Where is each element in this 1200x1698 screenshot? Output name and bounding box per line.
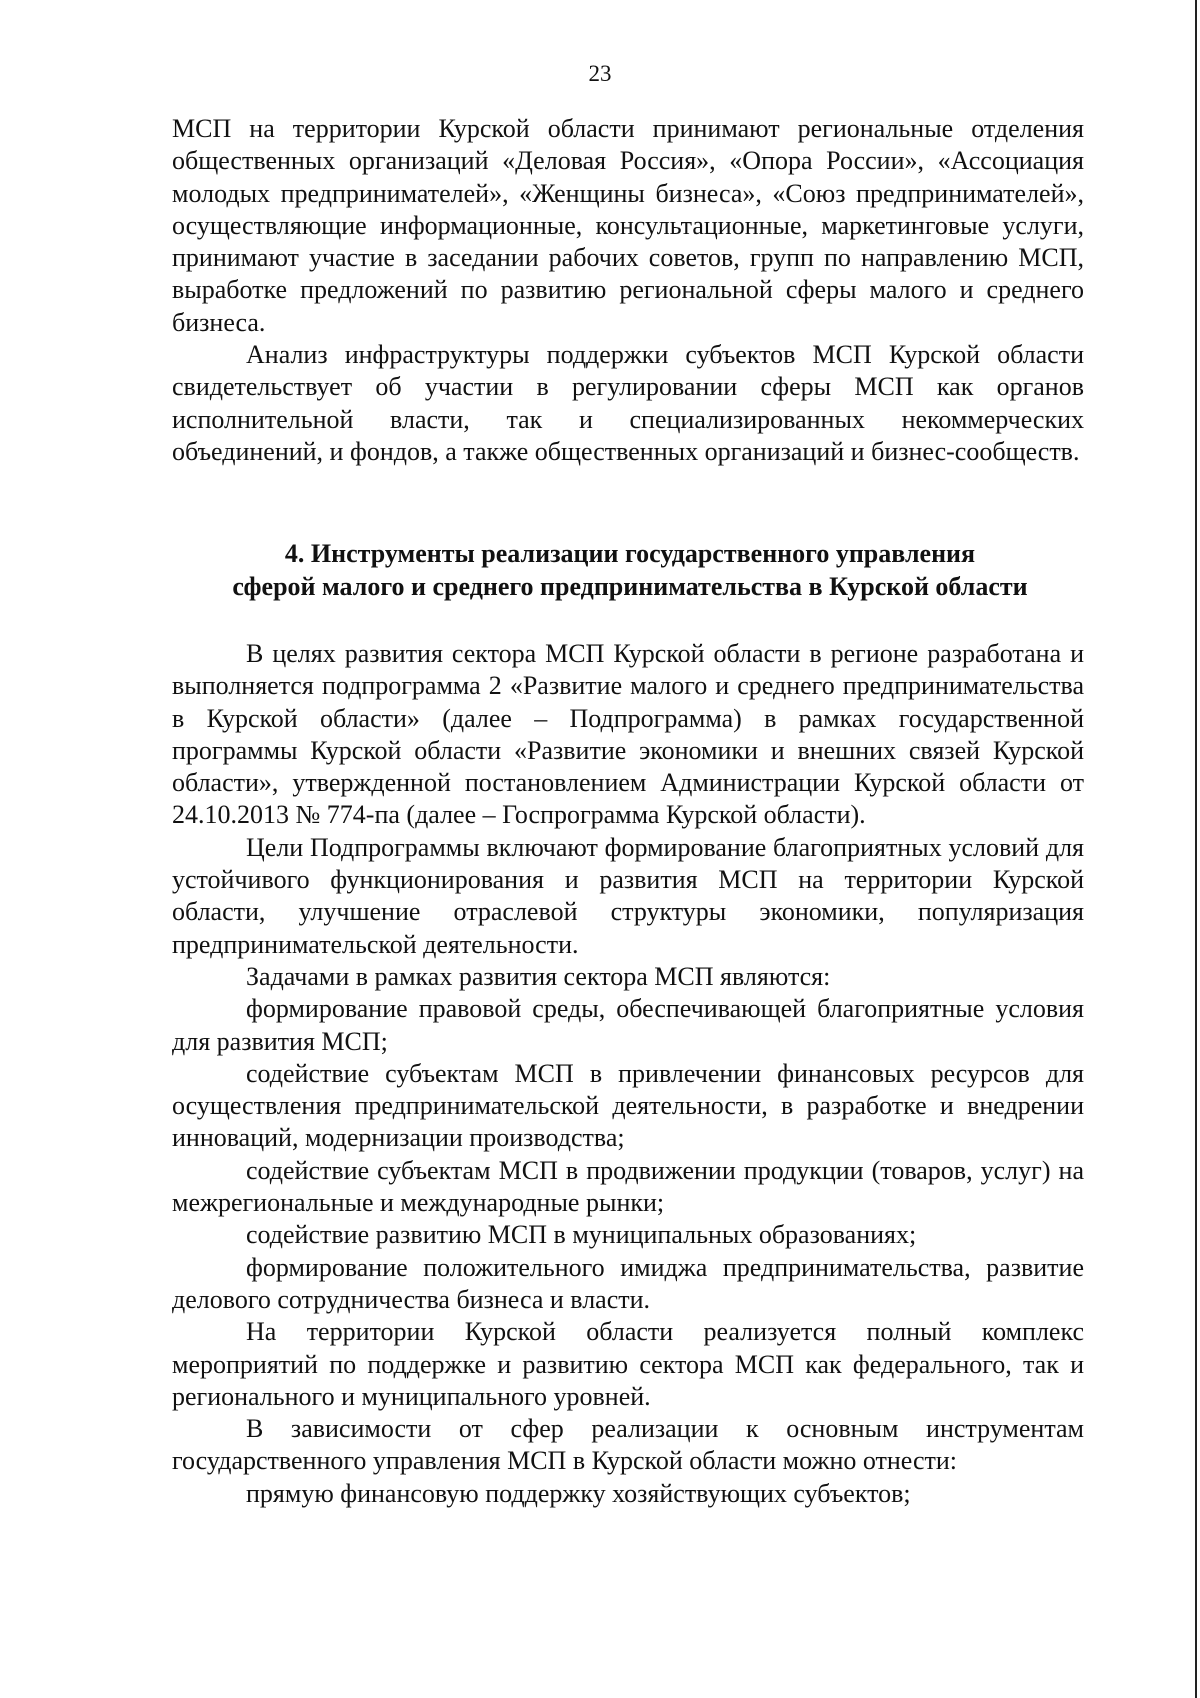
body-paragraph: В целях развития сектора МСП Курской области в регионе разработана и выполняется подпрограмма 2 «Развитие малого и среднего предпринимательства в Курской области» (далее – Подпрограмма) в рамках государственной программы Курской области «Развитие экономики и внешних связей Курской области», утвержденной постановлением Администрации Курской области от 24.10.2013 № 774-па (далее – Госпрограмма Курской области). bbox=[172, 639, 1084, 830]
task-item: формирование положительного имиджа предпринимательства, развитие делового сотрудничества бизнеса и власти. bbox=[172, 1252, 1084, 1314]
task-item: содействие субъектам МСП в продвижении продукции (товаров, услуг) на межрегиональные и международные рынки; bbox=[172, 1155, 1084, 1218]
body-paragraph: На территории Курской области реализуется полный комплекс мероприятий по поддержке и развитию сектора МСП как федерального, так и регионального и муниципального уровней. bbox=[172, 1317, 1084, 1411]
intro-text bbox=[172, 113, 1084, 468]
section-body bbox=[172, 638, 1084, 1510]
intro-paragraph-1: МСП на территории Курской области принимают региональные отделения общественных организаций «Деловая Россия», «Опора России», «Ассоциация молодых предпринимателей», «Женщины бизнеса», «Союз предпринимателей», осуществляющие информационные, консультационные, маркетинговые услуги, принимают участие в заседании рабочих советов, групп по направлению МСП, выработке предложений по развитию региональной сферы малого и среднего бизнеса. bbox=[172, 114, 1084, 337]
section-heading-line-2: сферой малого и среднего предпринимательства в Курской области bbox=[232, 572, 1028, 601]
scan-edge-line bbox=[1195, 0, 1197, 1698]
instrument-item: прямую финансовую поддержку хозяйствующих субъектов; bbox=[246, 1478, 911, 1508]
task-item: формирование правовой среды, обеспечивающей благоприятные условия для развития МСП; bbox=[172, 994, 1084, 1056]
body-paragraph: Задачами в рамках развития сектора МСП являются: bbox=[246, 961, 831, 991]
task-item: содействие субъектам МСП в привлечении финансовых ресурсов для осуществления предпринимательской деятельности, в разработке и внедрении инноваций, модернизации производства; bbox=[172, 1058, 1084, 1153]
page-number: 23 bbox=[588, 61, 612, 86]
body-paragraph: В зависимости от сфер реализации к основным инструментам государственного управления МСП в Курской области можно отнести: bbox=[172, 1414, 1084, 1476]
intro-paragraph-2: Анализ инфраструктуры поддержки субъектов МСП Курской области свидетельствует об участии в регулировании сферы МСП как органов исполнительной власти, так и специализированных некоммерческих объединений, и фондов, а также общественных организаций и бизнес-сообществ. bbox=[172, 340, 1084, 466]
section-heading-line-1: 4. Инструменты реализации государственного управления bbox=[284, 539, 976, 568]
section-heading bbox=[150, 537, 1110, 603]
task-item: содействие развитию МСП в муниципальных образованиях; bbox=[246, 1220, 917, 1250]
body-paragraph: Цели Подпрограммы включают формирование благоприятных условий для устойчивого функционирования и развития МСП на территории Курской области, улучшение отраслевой структуры экономики, популяризация предпринимательской деятельности. bbox=[172, 832, 1084, 959]
